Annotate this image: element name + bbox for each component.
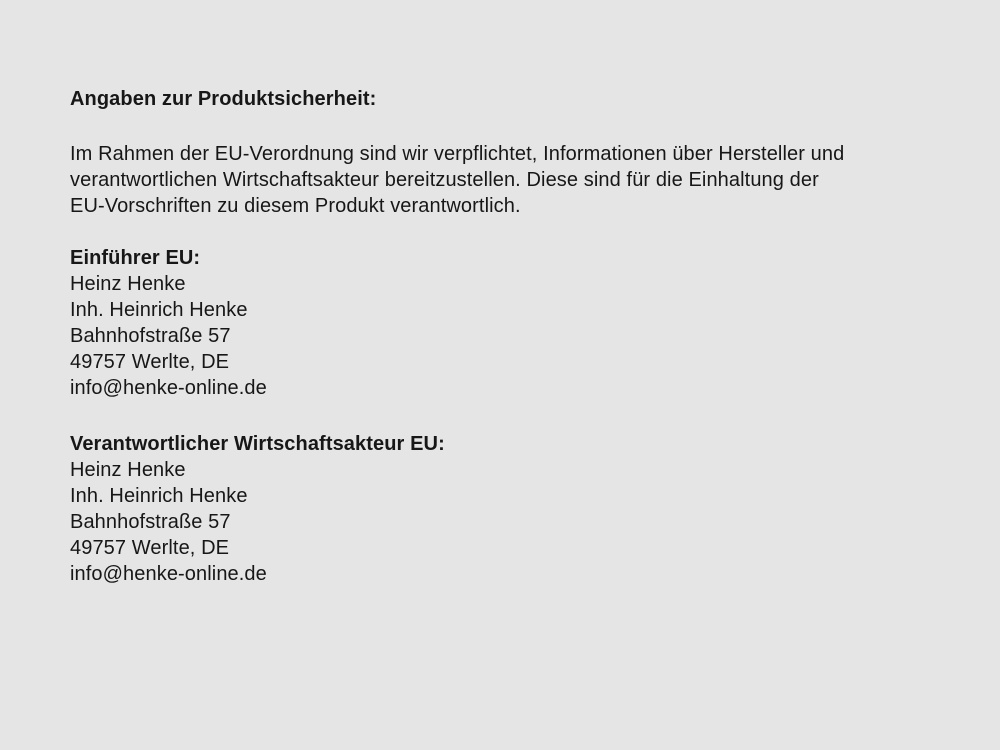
intro-line: Im Rahmen der EU-Verordnung sind wir verpflichtet, Informationen über Hersteller und — [70, 143, 845, 165]
company-name: Heinz Henke — [70, 459, 186, 481]
street-address: Bahnhofstraße 57 — [70, 511, 231, 533]
importer-heading: Einführer EU: — [70, 247, 201, 269]
importer-section — [70, 245, 844, 401]
city-address: 49757 Werlte, DE — [70, 537, 230, 559]
intro-paragraph — [70, 141, 844, 219]
intro-line: verantwortlichen Wirtschaftsakteur bereitzustellen. Diese sind für die Einhaltung der — [70, 169, 819, 191]
owner-line: Inh. Heinrich Henke — [70, 299, 248, 321]
street-address: Bahnhofstraße 57 — [70, 325, 231, 347]
email-text: info@henke-online.de — [70, 377, 267, 399]
responsible-actor-heading: Verantwortlicher Wirtschaftsakteur EU: — [70, 433, 445, 455]
intro-line: EU-Vorschriften zu diesem Produkt verantwortlich. — [70, 195, 521, 217]
product-safety-content — [70, 86, 844, 587]
email-text: info@henke-online.de — [70, 563, 267, 585]
owner-line: Inh. Heinrich Henke — [70, 485, 248, 507]
page-title: Angaben zur Produktsicherheit: — [70, 88, 377, 110]
city-address: 49757 Werlte, DE — [70, 351, 230, 373]
responsible-actor-section — [70, 431, 844, 587]
company-name: Heinz Henke — [70, 273, 186, 295]
